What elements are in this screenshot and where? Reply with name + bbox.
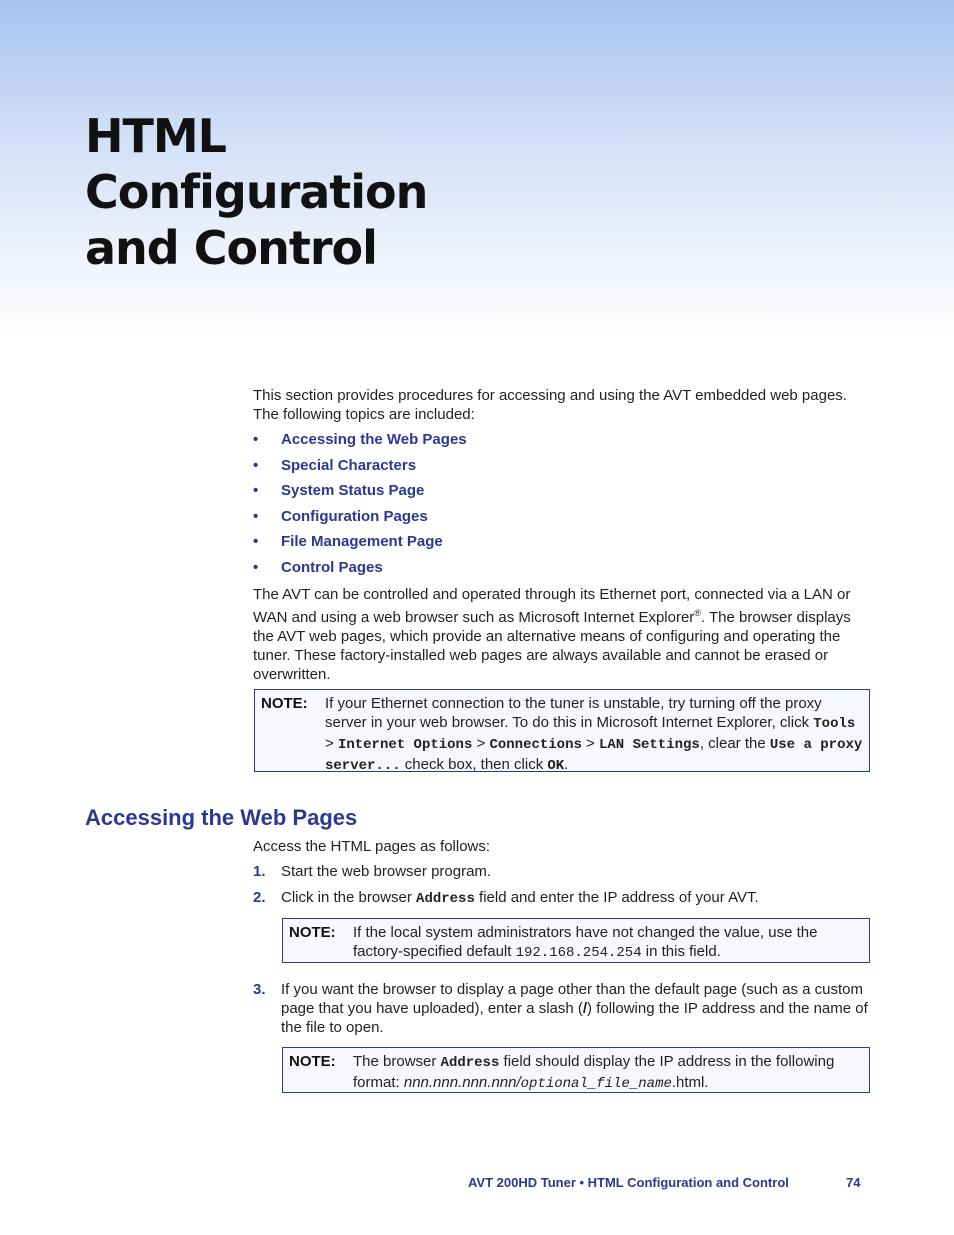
ok-label: OK	[547, 758, 565, 774]
address-field-label: Address	[440, 1055, 500, 1071]
registered-mark: ®	[694, 608, 701, 618]
toc-link-configuration-pages[interactable]: Configuration Pages	[281, 507, 428, 525]
bullet: •	[253, 507, 259, 525]
separator: >	[472, 735, 490, 752]
note-text	[325, 694, 863, 776]
intro-paragraph: This section provides procedures for accessing and using the AVT embedded web pages. The following topics are included:	[253, 387, 847, 423]
default-ip-address: 192.168.254.254	[515, 945, 642, 961]
page-number: 74	[846, 1175, 861, 1190]
step-text	[281, 980, 873, 1037]
step-text: Start the web browser program.	[281, 863, 492, 880]
format-filename: optional_file_name	[520, 1076, 672, 1092]
toc-link-file-management-page[interactable]: File Management Page	[281, 533, 443, 551]
toc-link-accessing-web-pages[interactable]: Accessing the Web Pages	[281, 431, 467, 448]
step-text-part: field and enter the IP address of your AVT.	[474, 889, 759, 906]
note-label: NOTE:	[289, 924, 336, 941]
step-number: 3.	[253, 981, 266, 998]
chapter-title	[85, 108, 427, 276]
slash-char: /	[582, 1000, 588, 1017]
chapter-title-line: Configuration	[85, 165, 428, 219]
chapter-title-line: and Control	[85, 221, 377, 275]
address-field-label: Address	[416, 891, 475, 907]
toc-link-special-characters[interactable]: Special Characters	[281, 456, 417, 474]
note-text	[353, 923, 863, 963]
menu-internet-options: Internet Options	[337, 737, 473, 753]
tab-connections: Connections	[489, 737, 582, 753]
step-number: 2.	[253, 889, 266, 906]
access-intro: Access the HTML pages as follows:	[253, 838, 491, 855]
note-text-part: in this field.	[641, 943, 721, 960]
step-text-part: Click in the browser	[281, 889, 417, 906]
note-text-part: check box, then click	[400, 756, 548, 773]
note-text-part: .	[564, 756, 569, 773]
separator: >	[581, 735, 599, 752]
toc-link-control-pages[interactable]: Control Pages	[281, 558, 383, 576]
separator: >	[325, 735, 338, 752]
chapter-title-line: HTML	[85, 109, 226, 163]
note-box-default-ip	[282, 918, 870, 963]
note-text-part: If your Ethernet connection to the tuner is unstable, try turning off the proxy server in your web browser. To do this in Microsoft Internet Explorer, click	[325, 695, 822, 731]
body-paragraph	[253, 585, 873, 684]
footer-title: AVT 200HD Tuner • HTML Configuration and Control	[468, 1175, 789, 1190]
bullet: •	[253, 533, 259, 551]
body-text: . The browser displays the AVT web pages, which provide an alternative means of configuring and operating the tuner. These factory-installed web pages are always available and cannot be erased or overwritten.	[253, 609, 851, 683]
format-extension: .html.	[671, 1074, 709, 1091]
format-ip: nnn.nnn.nnn.nnn/	[403, 1074, 521, 1091]
step-text	[281, 888, 873, 909]
note-text	[353, 1052, 863, 1094]
note-text-part: If the local system administrators have not changed the value, use the factory-specified default	[353, 924, 818, 960]
bullet: •	[253, 482, 259, 500]
note-box-proxy	[254, 689, 870, 772]
body-text: The AVT can be controlled and operated through its Ethernet port, connected via a LAN or WAN and using a web browser such as Microsoft Internet Explorer	[253, 586, 851, 626]
use-proxy-checkbox-label: Use a proxy server...	[325, 737, 863, 774]
note-text-part: , clear the	[699, 735, 770, 752]
toc-link-system-status-page[interactable]: System Status Page	[281, 482, 425, 500]
note-box-format	[282, 1047, 870, 1093]
bullet: •	[253, 431, 259, 448]
step-text-part: ) following the IP address and the name of the file to open.	[281, 1000, 868, 1036]
bullet: •	[253, 456, 259, 474]
step-text-part: If you want the browser to display a page other than the default page (such as a custom page that you have uploaded), enter a slash (	[281, 981, 864, 1017]
note-label: NOTE:	[289, 1053, 336, 1070]
bullet: •	[253, 558, 259, 576]
note-text-part: The browser	[353, 1053, 441, 1070]
note-text-part: field should display the IP address in the following format:	[353, 1053, 835, 1091]
step-number: 1.	[253, 863, 266, 880]
section-heading: Accessing the Web Pages	[85, 805, 358, 830]
menu-tools: Tools	[813, 716, 856, 732]
lan-settings: LAN Settings	[599, 737, 700, 753]
note-label: NOTE:	[261, 695, 308, 712]
